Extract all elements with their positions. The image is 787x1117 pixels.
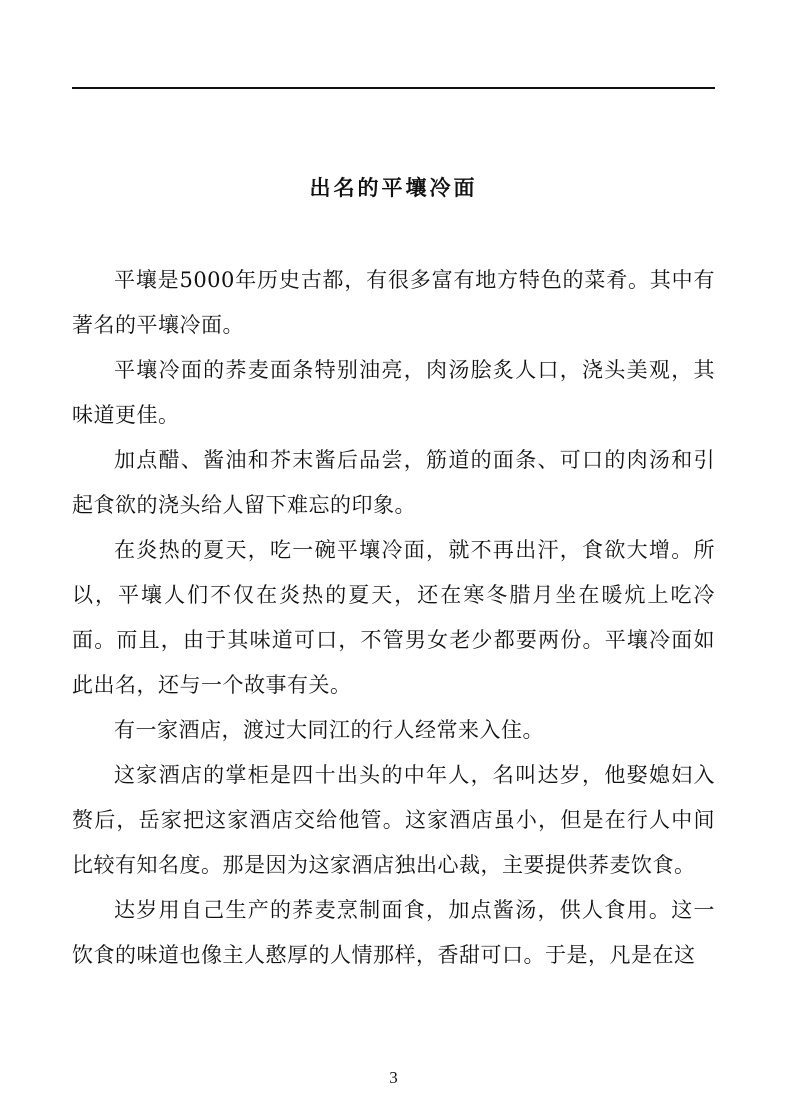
- paragraph: 有一家酒店，渡过大同江的行人经常来入住。: [114, 718, 544, 742]
- article-title: 出名的平壤冷面: [309, 176, 478, 200]
- paragraph: 平壤是5000年历史古都，有很多富有地方特色的菜肴。其中有著名的平壤冷面。: [72, 268, 715, 337]
- article-body: [72, 258, 715, 978]
- paragraph: 在炎热的夏天，吃一碗平壤冷面，就不再出汗，食欲大增。所以，平壤人们不仅在炎热的夏天，还在寒冬腊月坐在暖炕上吃冷面。而且，由于其味道可口，不管男女老少都要两份。平壤冷面如此出名，还与一个故事有关。: [72, 538, 715, 697]
- page-number: 3: [389, 1068, 398, 1087]
- header-rule: [72, 87, 715, 89]
- paragraph: 达岁用自己生产的荞麦烹制面食，加点酱汤，供人食用。这一饮食的味道也像主人憨厚的人情那样，香甜可口。于是，凡是在这: [72, 898, 715, 967]
- paragraph: 平壤冷面的荞麦面条特别油亮，肉汤脍炙人口，浇头美观，其味道更佳。: [72, 358, 715, 427]
- paragraph: 加点醋、酱油和芥末酱后品尝，筋道的面条、可口的肉汤和引起食欲的浇头给人留下难忘的印象。: [72, 448, 715, 517]
- paragraph: 这家酒店的掌柜是四十出头的中年人，名叫达岁，他娶媳妇入赘后，岳家把这家酒店交给他管。这家酒店虽小，但是在行人中间比较有知名度。那是因为这家酒店独出心裁，主要提供荞麦饮食。: [72, 763, 715, 877]
